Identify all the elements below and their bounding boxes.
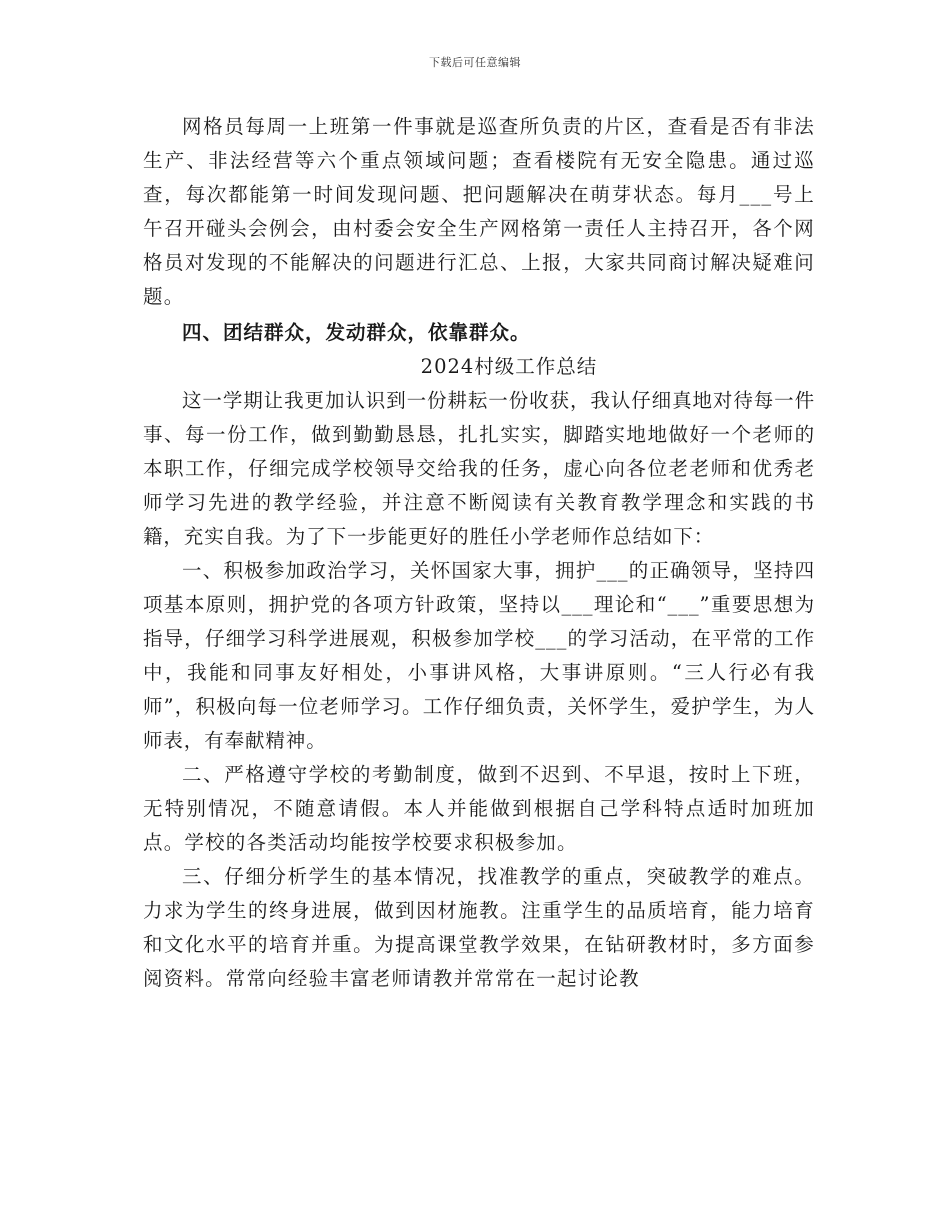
body-paragraph-3: 二、严格遵守学校的考勤制度，做到不迟到、不早退，按时上下班，无特别情况，不随意请假。本人并能做到根据自己学科特点适时加班加点。学校的各类活动均能按学校要求积极参加。 <box>143 763 815 854</box>
intro-paragraph: 网格员每周一上班第一件事就是巡查所负责的片区，查看是否有非法生产、非法经营等六个重点领域问题；查看楼院有无安全隐患。通过巡查，每次都能第一时间发现问题、把问题解决在萌芽状态。每月___号上午召开碰头会例会，由村委会安全生产网格第一责任人主持召开，各个网格员对发现的不能解决的问题进行汇总、上报，大家共同商讨解决疑难问题。 <box>143 115 815 308</box>
document-body <box>143 110 815 996</box>
page-header-note: 下载后可任意编辑 <box>429 56 521 69</box>
document-title: 2024村级工作总结 <box>420 355 598 378</box>
body-paragraph-2: 一、积极参加政治学习，关怀国家大事，拥护___的正确领导，坚持四项基本原则，拥护党的各项方针政策，坚持以___理论和“___”重要思想为指导，仔细学习科学进展观，积极参加学校___的学习活动，在平常的工作中，我能和同事友好相处，小事讲风格，大事讲原则。“三人行必有我师”，积极向每一位老师学习。工作仔细负责，关怀学生，爱护学生，为人师表，有奉献精神。 <box>143 559 815 752</box>
section-heading: 四、团结群众，发动群众，依靠群众。 <box>182 321 531 344</box>
body-paragraph-1: 这一学期让我更加认识到一份耕耘一份收获，我认仔细真地对待每一件事、每一份工作，做到勤勤恳恳，扎扎实实，脚踏实地地做好一个老师的本职工作，仔细完成学校领导交给我的任务，虚心向各位老老师和优秀老师学习先进的教学经验，并注意不断阅读有关教育教学理念和实践的书籍，充实自我。为了下一步能更好的胜任小学老师作总结如下： <box>143 389 815 548</box>
body-paragraph-4: 三、仔细分析学生的基本情况，找准教学的重点，突破教学的难点。力求为学生的终身进展，做到因材施教。注重学生的品质培育，能力培育和文化水平的培育并重。为提高课堂教学效果，在钻研教材时，多方面参阅资料。常常向经验丰富老师请教并常常在一起讨论教 <box>143 865 815 990</box>
